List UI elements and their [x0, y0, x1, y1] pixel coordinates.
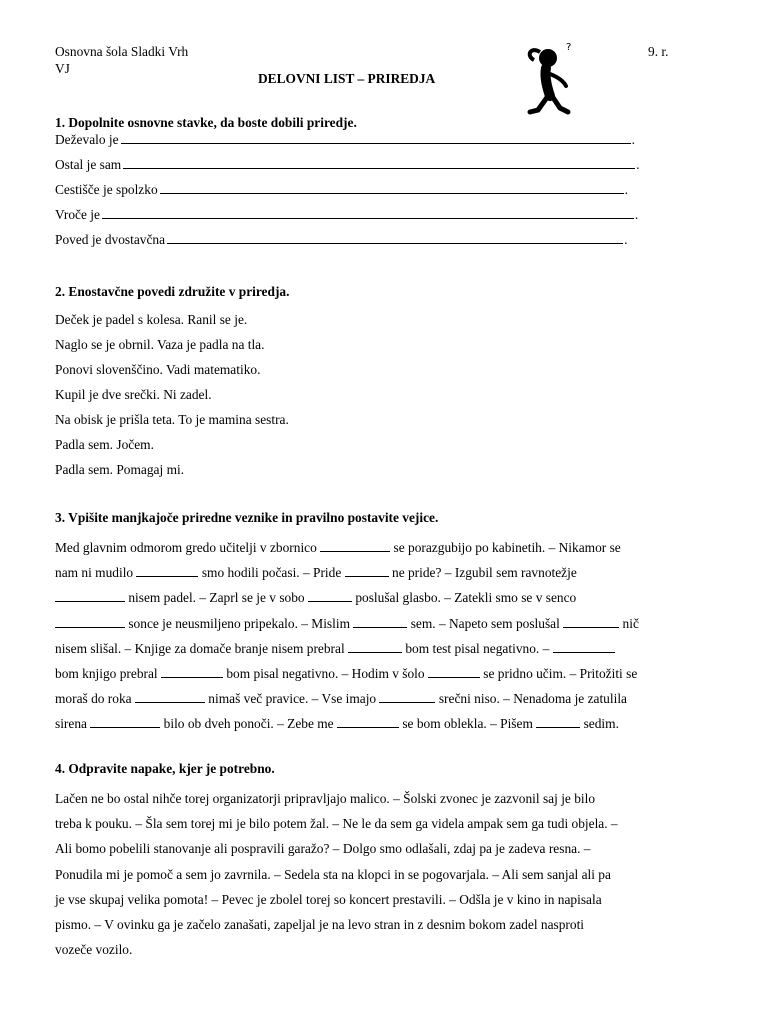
conjunction-blank[interactable]: [379, 691, 435, 703]
line-end: .: [624, 232, 628, 247]
conjunction-blank[interactable]: [161, 666, 223, 678]
paragraph-line: pismo. – V ovinku ga je začelo zanašati, zapeljal je na levo stran in z desnim bokom zadel nasproti: [55, 917, 585, 933]
completion-line: [55, 131, 715, 156]
line-end: .: [624, 182, 628, 197]
completion-line: [55, 206, 715, 231]
conjunction-blank[interactable]: [536, 716, 580, 728]
stem-text: Ostal je sam: [55, 157, 122, 172]
conjunction-blank[interactable]: [55, 616, 125, 628]
answer-blank[interactable]: [167, 231, 623, 244]
conjunction-blank[interactable]: [553, 641, 615, 653]
conjunction-blank[interactable]: [90, 716, 160, 728]
paragraph-line: bom knjigo prebral bom pisal negativno. – Hodim v šolo se pridno učim. – Pritožiti se: [55, 666, 638, 682]
section-4-heading: 4. Odpravite napake, kjer je potrebno.: [55, 761, 275, 776]
paragraph-line: moraš do roka nimaš več pravice. – Vse imajo srečni niso. – Nenadoma je zatulila: [55, 691, 627, 707]
answer-blank[interactable]: [123, 156, 635, 169]
answer-blank[interactable]: [160, 181, 624, 194]
section-3: [55, 510, 715, 737]
line-end: .: [636, 157, 640, 172]
section-1-heading: 1. Dopolnite osnovne stavke, da boste dobili priredje.: [55, 115, 357, 130]
conjunction-blank[interactable]: [563, 616, 619, 628]
paragraph-line: sirena bilo ob dveh ponoči. – Zebe me se bom oblekla. – Pišem sedim.: [55, 716, 619, 732]
page-title: DELOVNI LIST – PRIREDJA: [258, 71, 436, 86]
conjunction-blank[interactable]: [345, 565, 389, 577]
answer-blank[interactable]: [102, 206, 634, 219]
conjunction-blank[interactable]: [353, 616, 407, 628]
paragraph-line: Med glavnim odmorom gredo učitelji v zbornico se porazgubijo po kabinetih. – Nikamor se: [55, 540, 621, 555]
stem-text: Cestišče je spolzko: [55, 182, 158, 197]
paragraph-line: je vse skupaj velika pomota! – Pevec je zbolel torej so koncert prestavili. – Odšla je v kino in napisala: [55, 891, 602, 907]
paragraph-line: nam ni mudilo smo hodili počasi. – Pride ne pride? – Izgubil sem ravnotežje: [55, 565, 577, 581]
completion-line: [55, 231, 715, 256]
line-end: .: [631, 132, 635, 147]
paragraph-line: sonce je neusmiljeno pripekalo. – Mislim sem. – Napeto sem poslušal nič: [55, 611, 715, 636]
error-paragraph: [55, 786, 715, 962]
paragraph-line: nisem slišal. – Knjige za domače branje nisem prebral bom test pisal negativno. –: [55, 636, 715, 661]
subject-code: VJ: [55, 61, 70, 76]
paragraph-line: treba k pouku. – Šla sem torej mi je bilo potem žal. – Ne le da sem ga videla ampak sem ga tudi objela. –: [55, 816, 618, 832]
section-4: [55, 761, 715, 962]
answer-blank[interactable]: [121, 131, 631, 144]
stem-text: Deževalo je: [55, 132, 119, 147]
sentence-pair: Naglo se je obrnil. Vaza je padla na tla.: [55, 337, 265, 352]
section-1: [55, 115, 715, 256]
paragraph-line: vozeče vozilo.: [55, 942, 133, 958]
paragraph-line: Lačen ne bo ostal nihče torej organizatorji pripravljajo malico. – Šolski zvonec je zazvonil saj je bilo: [55, 791, 596, 806]
thinking-figure-icon: [520, 38, 590, 118]
sentence-pair: Padla sem. Pomagaj mi.: [55, 462, 185, 477]
conjunction-blank[interactable]: [55, 590, 125, 602]
line-end: .: [634, 207, 639, 222]
conjunction-paragraph: [55, 535, 715, 737]
conjunction-blank[interactable]: [337, 716, 399, 728]
section-2: [55, 284, 715, 487]
sentence-pair: Deček je padel s kolesa. Ranil se je.: [55, 312, 248, 327]
paragraph-line: nisem padel. – Zaprl se je v sobo poslušal glasbo. – Zatekli smo se v senco: [55, 585, 715, 610]
conjunction-blank[interactable]: [308, 590, 352, 602]
sentence-pair: Kupil je dve srečki. Ni zadel.: [55, 387, 212, 402]
question-mark-glyph: ?: [566, 42, 572, 53]
conjunction-blank[interactable]: [348, 641, 402, 653]
stem-text: Poved je dvostavčna: [55, 232, 166, 247]
school-name: Osnovna šola Sladki Vrh: [55, 44, 189, 59]
conjunction-blank[interactable]: [135, 691, 205, 703]
conjunction-blank[interactable]: [428, 666, 480, 678]
paragraph-line: Ponudila mi je pomoč a sem jo zavrnila. – Sedela sta na klopci in se pogovarjala. – Ali sem sanjal ali pa: [55, 866, 611, 882]
sentence-pair: Ponovi slovenščino. Vadi matematiko.: [55, 362, 261, 377]
completion-line: [55, 156, 715, 181]
section-3-heading: 3. Vpišite manjkajoče priredne veznike in pravilno postavite vejice.: [55, 510, 439, 525]
sentence-pair: Na obisk je prišla teta. To je mamina sestra.: [55, 412, 289, 427]
grade-label: 9. r.: [648, 44, 669, 59]
conjunction-blank[interactable]: [320, 540, 390, 552]
paragraph-line: Ali bomo pobelili stanovanje ali pospravili garažo? – Dolgo smo odlašali, zdaj pa je zadeva resna. –: [55, 841, 591, 857]
conjunction-blank[interactable]: [136, 565, 198, 577]
section-2-heading: 2. Enostavčne povedi združite v priredja.: [55, 284, 290, 299]
completion-line: [55, 181, 715, 206]
sentence-pair: Padla sem. Jočem.: [55, 437, 154, 452]
stem-text: Vroče je: [55, 207, 100, 222]
